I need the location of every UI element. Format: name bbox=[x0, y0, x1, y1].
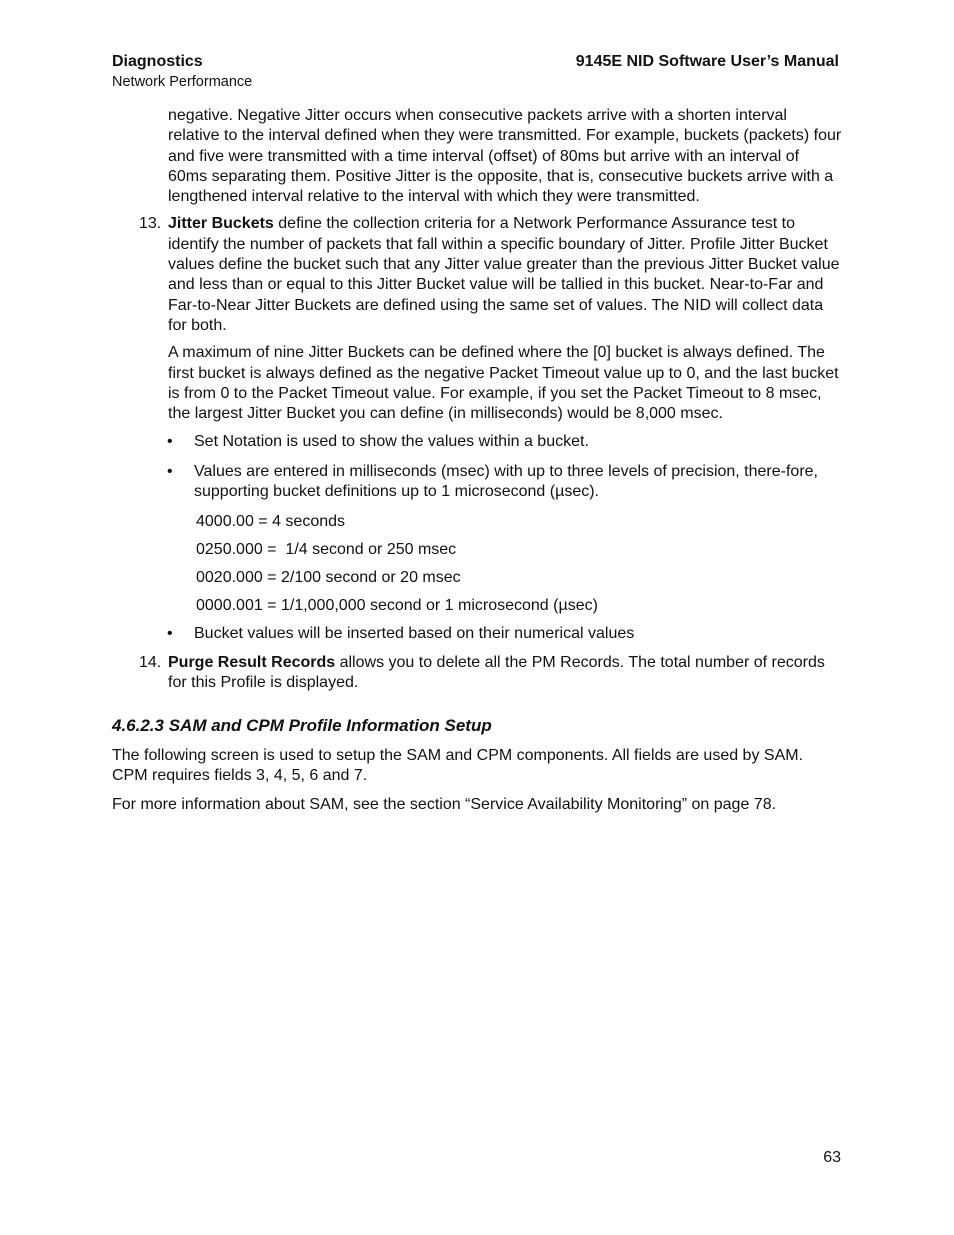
bullet-text: Set Notation is used to show the values within a bucket. bbox=[194, 433, 589, 451]
page-body bbox=[112, 106, 842, 825]
bullet-item bbox=[167, 624, 842, 644]
list-number: 14. bbox=[139, 654, 162, 672]
list-item-14 bbox=[139, 653, 842, 694]
term-jitter-buckets: Jitter Buckets bbox=[168, 215, 274, 233]
bullet-marker: • bbox=[167, 433, 173, 451]
example-line: 0250.000 = 1/4 second or 250 msec bbox=[196, 540, 457, 558]
bullet-item bbox=[167, 432, 842, 452]
header-section-title: Diagnostics bbox=[112, 53, 203, 70]
bullet-text: Bucket values will be inserted based on their numerical values bbox=[194, 624, 635, 642]
page-number: 63 bbox=[823, 1149, 841, 1166]
purge-result-records-definition: allows you to delete all the PM Records. The total number of records for this Profile is displayed. bbox=[168, 654, 825, 692]
header-subsection-title: Network Performance bbox=[112, 74, 253, 90]
section-heading: 4.6.2.3 SAM and CPM Profile Information Setup bbox=[112, 715, 492, 735]
header-manual-title: 9145E NID Software User’s Manual bbox=[575, 53, 839, 70]
jitter-buckets-definition: define the collection criteria for a Network Performance Assurance test to identify the number of packets that fall within a specific boundary of Jitter. Profile Jitter Bucket values define the bucket such that any Jitter value greater than the previous Jitter Bucket value and less than or equal to this Jitter Bucket value will be tallied in this bucket. Near-to-Far and Far-to-Near Jitter Buckets are defined using the same set of values. The NID will collect data for both. bbox=[168, 215, 840, 334]
jitter-buckets-max-paragraph: A maximum of nine Jitter Buckets can be defined where the [0] bucket is always defined. The first bucket is always defined as the negative Packet Timeout value up to 0, and the last bucket is from 0 to the Packet Timeout value. For example, if you set the Packet Timeout to 8 msec, the largest Jitter Bucket you can define (in milliseconds) would be 8,000 msec. bbox=[168, 344, 839, 423]
example-line: 0020.000 = 2/100 second or 20 msec bbox=[196, 568, 461, 586]
list-item-13 bbox=[139, 214, 842, 336]
list-number: 13. bbox=[139, 215, 162, 233]
term-purge-result-records: Purge Result Records bbox=[168, 654, 336, 672]
example-line: 0000.001 = 1/1,000,000 second or 1 microsecond (µsec) bbox=[196, 596, 598, 614]
sam-reference-paragraph: For more information about SAM, see the section “Service Availability Monitoring” on page 78. bbox=[112, 796, 777, 814]
example-line: 4000.00 = 4 seconds bbox=[196, 512, 346, 530]
bullet-item bbox=[167, 462, 842, 503]
bullet-text: Values are entered in milliseconds (msec) with up to three levels of precision, there-fore, supporting bucket definitions up to 1 microsecond (µsec). bbox=[194, 462, 818, 501]
bullet-marker: • bbox=[167, 624, 173, 642]
jitter-intro-paragraph: negative. Negative Jitter occurs when consecutive packets arrive with a shorten interval relative to the interval defined when they were transmitted. For example, buckets (packets) four and five were transmitted with a time interval (offset) of 80ms but arrive with an interval of 60ms separating them. Positive Jitter is the opposite, that is, consecutive buckets arrive with a lengthened interval relative to the interval with which they were transmitted. bbox=[168, 107, 842, 206]
sam-cpm-intro-paragraph: The following screen is used to setup the SAM and CPM components. All fields are used by SAM. CPM requires fields 3, 4, 5, 6 and 7. bbox=[112, 746, 804, 785]
bullet-marker: • bbox=[167, 462, 173, 480]
